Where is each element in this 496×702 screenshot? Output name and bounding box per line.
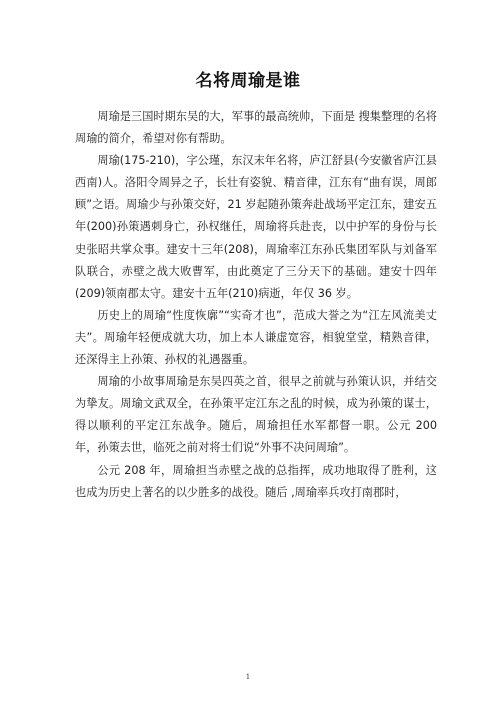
paragraph-intro: 周瑜是三国时期东吴的大，军事的最高统帅，下面是 搜集整理的名将周瑜的简介，希望对你有帮助。 (75, 110, 437, 146)
document-body (75, 106, 437, 504)
paragraph-story: 周瑜的小故事周瑜是东吴四英之首，很早之前就与孙策认识，并结交为挚友。周瑜文武双全，在孙策平定江东之乱的时候，成为孙策的谋士，得以顺利的平定江东战争。随后，周瑜担任水军都督一职。公元 200 年，孙策去世，临死之前对将士们说“外事不决问周瑜”。 (75, 375, 437, 455)
paragraph-biography: 周瑜(175-210)，字公瑾，东汉末年名将，庐江舒县(今安徽省庐江县西南)人。洛阳令周异之子，长壮有姿貌、精音律，江东有“曲有误，周郎顾”之语。周瑜少与孙策交好，21 岁起随孙策奔赴战场平定江东，建安五年(200)孙策遇刺身亡，孙权继任，周瑜将兵赴丧，以中护军的身份与长史张昭共掌众事。建安十三年(208)，周瑜率江东孙氏集团军队与刘备军队联合，赤壁之战大败曹军，由此奠定了三分天下的基础。建安十四年(209)领南郡太守。建安十五年(210)病逝，年仅 36 岁。 (75, 154, 437, 300)
paragraph-evaluation: 历史上的周瑜“性度恢廓”“实奇才也”，范成大誉之为“江左风流美丈夫”。周瑜年轻便成就大功，加上本人谦虚宽容，相貌堂堂，精熟音律，还深得主上孙策、孙权的礼遇器重。 (75, 308, 437, 367)
page-number: 1 (245, 673, 251, 681)
document-title: 名将周瑜是谁 (195, 71, 301, 91)
paragraph-red-cliff: 公元 208 年，周瑜担当赤壁之战的总指挥，成功地取得了胜利，这也成为历史上著名的以少胜多的战役。随后 ,周瑜率兵攻打南郡时， (75, 463, 437, 499)
